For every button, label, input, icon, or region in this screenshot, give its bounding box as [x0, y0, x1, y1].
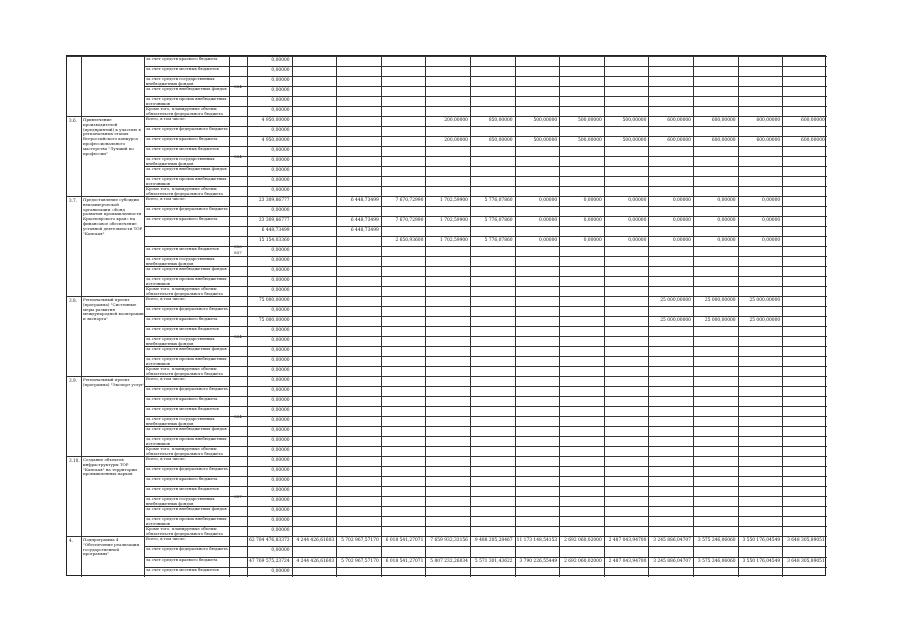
row-divider: [144, 166, 827, 167]
value-cell: 5 776,07860: [484, 238, 513, 243]
section-name: Региональный проект (программа) "Системные меры развития международной кооперации и экспорта": [83, 298, 144, 322]
value-cell: 25 000,00000: [749, 318, 781, 323]
value-cell: 0,00000: [271, 208, 290, 213]
value-cell: 7 670,72990: [395, 218, 424, 223]
value-cell: 7 670,72990: [395, 198, 424, 203]
budget-code: 854: [234, 84, 242, 89]
value-cell: 850,00000: [488, 138, 513, 143]
value-cell: 500,00000: [622, 118, 647, 123]
row-label: за счет средств краевого бюджета: [146, 317, 218, 321]
row-divider: [144, 386, 827, 387]
row-label: за счет средств местных бюджетов: [146, 327, 219, 331]
column-divider: [81, 56, 82, 577]
value-cell: 0,00000: [717, 218, 736, 223]
row-label: за счет средств прочих внебюджетных источников: [146, 357, 227, 366]
row-label: за счет средств краевого бюджета: [146, 477, 218, 481]
value-cell: 0,00000: [271, 358, 290, 363]
value-cell: 0,00000: [271, 458, 290, 463]
section-number: 3.9.: [69, 378, 77, 383]
row-divider: [144, 426, 827, 427]
value-cell: 75 000,00000: [258, 298, 290, 303]
value-cell: 0,00000: [271, 88, 290, 93]
row-divider: [144, 567, 827, 568]
row-divider: [144, 226, 827, 227]
value-cell: 500,00000: [578, 118, 602, 123]
row-divider: [144, 96, 827, 97]
value-cell: 600,00000: [756, 138, 781, 143]
value-cell: 3 550 176,04549: [742, 558, 781, 564]
row-label: за счет средств федерального бюджета: [146, 127, 228, 131]
value-cell: 850,00000: [488, 118, 513, 123]
value-cell: 2 487 043,94700: [608, 558, 647, 564]
value-cell: 4 950,00000: [261, 138, 290, 143]
row-divider: [144, 126, 827, 127]
value-cell: 3 648 305,89051: [787, 538, 825, 544]
value-cell: 25 000,00000: [704, 298, 736, 303]
row-label: за счет средств федерального бюджета: [146, 387, 228, 391]
value-cell: 1 702,59900: [440, 218, 468, 223]
row-label: за счет средств местных бюджетов: [146, 67, 219, 71]
value-cell: 6 448,73499: [350, 198, 379, 203]
row-divider: [144, 476, 827, 477]
value-cell: 0,00000: [271, 518, 290, 523]
value-cell: 0,00000: [271, 168, 290, 173]
row-label: за счет средств прочих внебюджетных источников: [146, 97, 227, 106]
row-divider: [144, 266, 827, 267]
value-cell: 6 018 541,27071: [385, 558, 424, 564]
value-cell: 600,00000: [711, 138, 736, 143]
value-cell: 6 448,73499: [261, 228, 290, 233]
row-divider: [144, 396, 827, 397]
row-divider: [144, 346, 827, 347]
row-divider: [144, 236, 827, 237]
row-label: Всего, в том числе:: [146, 197, 186, 201]
value-cell: 23 309,86777: [258, 218, 290, 223]
value-cell: 600,00000: [756, 118, 781, 123]
value-cell: 0,00000: [271, 258, 290, 263]
row-divider: [144, 76, 827, 77]
value-cell: 3 575 246,06060: [697, 538, 736, 544]
row-label: за счет средств местных бюджетов: [146, 147, 219, 151]
row-divider: [144, 546, 827, 547]
row-label: Кроме того, планируемые объемы обязательств федерального бюджета: [146, 287, 223, 296]
value-cell: 0,00000: [271, 248, 290, 253]
row-label: Кроме того, планируемые объемы обязательств федерального бюджета: [146, 447, 223, 456]
budget-code: 854: [234, 414, 242, 419]
value-cell: 600,00000: [801, 118, 825, 123]
value-cell: 11 173 148,54153: [516, 538, 558, 544]
value-cell: 0,00000: [271, 108, 290, 113]
row-label: Кроме того, планируемые объемы обязательств федерального бюджета: [146, 527, 223, 536]
value-cell: 0,00000: [583, 238, 602, 243]
row-divider: [144, 256, 827, 257]
row-divider: [144, 466, 827, 467]
section-number: 3.8.: [69, 298, 77, 303]
value-cell: 0,00000: [271, 68, 290, 73]
budget-table-sheet: [66, 55, 826, 576]
section-number: 3.7.: [69, 198, 77, 203]
row-label: за счет средств внебюджетных фондов: [146, 87, 227, 91]
row-divider: [144, 156, 827, 157]
value-cell: 0,00000: [762, 218, 781, 223]
value-cell: 5 776,07860: [484, 218, 513, 223]
row-divider: [144, 276, 827, 277]
value-cell: 500,00000: [578, 138, 602, 143]
row-label: Кроме того, планируемые объемы обязательств федерального бюджета: [146, 107, 223, 116]
value-cell: 0,00000: [271, 528, 290, 533]
value-cell: 0,00000: [271, 308, 290, 313]
row-divider: [144, 326, 827, 327]
row-divider: [144, 86, 827, 87]
value-cell: 600,00000: [711, 118, 736, 123]
value-cell: 0,00000: [271, 338, 290, 343]
row-label: за счет средств местных бюджетов: [146, 567, 219, 572]
row-label: за счет средств краевого бюджета: [146, 57, 218, 61]
row-label: за счет средств федерального бюджета: [146, 467, 228, 471]
row-label: за счет средств краевого бюджета: [146, 137, 218, 141]
value-cell: 47 769 575,23724: [249, 558, 290, 564]
row-label: за счет средств прочих внебюджетных источников: [146, 437, 227, 446]
value-cell: 2 692 060,02000: [564, 558, 602, 564]
value-cell: 500,00000: [533, 138, 558, 143]
value-cell: 5 702 967,57170: [341, 558, 379, 564]
section-name: Привлечение производителей (предприятий) к участию в региональных этапах Всероссийского конкурса профессионального мастерства "Лучший по профессии": [83, 118, 141, 156]
row-label: за счет средств внебюджетных фондов: [146, 507, 227, 511]
value-cell: 0,00000: [271, 498, 290, 503]
row-divider: [144, 557, 827, 558]
row-label: за счет средств государственных внебюджетных фондов: [146, 497, 215, 506]
row-label: за счет средств федерального бюджета: [146, 547, 228, 552]
row-divider: [144, 446, 827, 447]
value-cell: 0,00000: [271, 178, 290, 183]
value-cell: 23 309,86777: [258, 198, 290, 203]
value-cell: 25 000,00000: [660, 318, 691, 323]
value-cell: 0,00000: [762, 198, 781, 203]
value-cell: 7 659 932,33156: [430, 538, 468, 544]
value-cell: 0,00000: [672, 218, 691, 223]
value-cell: 0,00000: [271, 548, 290, 554]
value-cell: 0,00000: [271, 98, 290, 103]
row-label: за счет средств местных бюджетов: [146, 247, 219, 251]
value-cell: 0,00000: [271, 398, 290, 403]
value-cell: 3 790 226,55449: [519, 558, 558, 564]
value-cell: 600,00000: [801, 138, 825, 143]
value-cell: 0,00000: [583, 218, 602, 223]
value-cell: 0,00000: [271, 468, 290, 473]
value-cell: 3 245 886,04707: [653, 558, 691, 564]
row-label: за счет средств государственных внебюджетных фондов: [146, 257, 215, 266]
section-number: 3.10.: [69, 458, 80, 463]
value-cell: 0,00000: [271, 368, 290, 373]
value-cell: 0,00000: [672, 198, 691, 203]
value-cell: 0,00000: [628, 218, 647, 223]
row-divider: [144, 186, 827, 187]
value-cell: 4 244 426,61603: [296, 558, 335, 564]
row-divider: [144, 496, 827, 497]
value-cell: 0,00000: [539, 238, 558, 243]
value-cell: 500,00000: [622, 138, 647, 143]
row-label: [146, 237, 231, 246]
value-cell: 0,00000: [271, 268, 290, 273]
row-divider: [144, 66, 827, 67]
value-cell: 15 154,03360: [258, 238, 290, 243]
value-cell: 0,00000: [271, 278, 290, 283]
value-cell: 9 488 205,28467: [474, 538, 513, 544]
value-cell: 200,00000: [444, 118, 468, 123]
value-cell: 62 784 476,83373: [249, 538, 290, 544]
row-divider: [144, 286, 827, 287]
value-cell: 1 702,59900: [440, 238, 468, 243]
row-divider: [144, 406, 827, 407]
budget-code: 854: [234, 154, 242, 159]
section-name: Создание объектов инфраструктуры ТОР "Канская" на территории промышленных парков: [83, 458, 137, 477]
value-cell: 3 245 886,04707: [653, 538, 691, 544]
row-label: Всего, в том числе:: [146, 297, 186, 301]
value-cell: 200,00000: [444, 138, 468, 143]
row-label: за счет средств внебюджетных фондов: [146, 267, 227, 271]
row-label: за счет средств федерального бюджета: [146, 207, 228, 211]
value-cell: 0,00000: [271, 568, 290, 574]
value-cell: 0,00000: [271, 488, 290, 493]
budget-code-secondary: 857: [234, 250, 242, 255]
value-cell: 3 550 176,04549: [742, 538, 781, 544]
value-cell: 600,00000: [667, 118, 691, 123]
row-label: за счет средств прочих внебюджетных источников: [146, 277, 227, 286]
value-cell: 600,00000: [667, 138, 691, 143]
row-divider: [144, 146, 827, 147]
value-cell: 0,00000: [271, 508, 290, 513]
value-cell: 0,00000: [628, 198, 647, 203]
value-cell: 0,00000: [271, 378, 290, 383]
value-cell: 0,00000: [271, 328, 290, 333]
value-cell: 6 448,73499: [350, 228, 379, 233]
row-label: за счет средств государственных внебюджетных фондов: [146, 157, 215, 166]
section-number: 3.6.: [69, 118, 77, 123]
row-divider: [144, 516, 827, 517]
value-cell: 0,00000: [583, 198, 602, 203]
row-divider: [144, 526, 827, 527]
budget-code: 857: [234, 494, 242, 499]
row-divider: [144, 336, 827, 337]
value-cell: 0,00000: [271, 148, 290, 153]
row-label: Всего, в том числе:: [146, 377, 186, 381]
row-label: за счет средств прочих внебюджетных источников: [146, 517, 227, 526]
row-divider: [144, 486, 827, 487]
row-label: за счет средств краевого бюджета: [146, 217, 218, 221]
value-cell: 0,00000: [539, 218, 558, 223]
value-cell: 0,00000: [271, 348, 290, 353]
value-cell: 0,00000: [271, 388, 290, 393]
value-cell: 0,00000: [271, 78, 290, 83]
value-cell: 0,00000: [672, 238, 691, 243]
value-cell: 25 000,00000: [749, 298, 781, 303]
value-cell: 5 571 301,43622: [474, 558, 513, 564]
value-cell: 2 487 043,94700: [608, 538, 647, 544]
row-label: за счет средств государственных внебюджетных фондов: [146, 417, 215, 426]
row-label: за счет средств внебюджетных фондов: [146, 427, 227, 431]
row-divider: [144, 216, 827, 217]
value-cell: 0,00000: [271, 418, 290, 423]
value-cell: 500,00000: [533, 118, 558, 123]
row-label: за счет средств внебюджетных фондов: [146, 167, 227, 171]
value-cell: 0,00000: [271, 408, 290, 413]
value-cell: 0,00000: [271, 158, 290, 163]
row-label: Всего, в том числе:: [146, 457, 186, 461]
value-cell: 5 702 967,57170: [341, 538, 379, 544]
value-cell: 75 000,00000: [258, 318, 290, 323]
row-label: за счет средств краевого бюджета: [146, 557, 218, 562]
value-cell: 0,00000: [271, 428, 290, 433]
value-cell: 6 018 541,27071: [385, 538, 424, 544]
row-divider: [144, 366, 827, 367]
value-cell: 0,00000: [271, 128, 290, 133]
row-label: за счет средств федерального бюджета: [146, 307, 228, 311]
value-cell: 1 702,59900: [440, 198, 468, 203]
value-cell: 0,00000: [271, 478, 290, 483]
value-cell: 0,00000: [271, 58, 290, 63]
value-cell: 5 807 232,26034: [430, 558, 468, 564]
section-name: Региональный проект (программа) "Экспорт услуг": [83, 378, 145, 387]
value-cell: 0,00000: [762, 238, 781, 243]
row-divider: [144, 136, 827, 137]
row-divider: [144, 356, 827, 357]
row-divider: [144, 316, 827, 317]
value-cell: 0,00000: [717, 238, 736, 243]
row-divider: [144, 306, 827, 307]
value-cell: 3 575 246,06060: [697, 558, 736, 564]
row-divider: [144, 206, 827, 207]
value-cell: 0,00000: [628, 238, 647, 243]
value-cell: 25 000,00000: [704, 318, 736, 323]
section-name: Предоставление субсидии некоммерческой организации «Фонд развития промышленности Красноярского края» на финансовое обеспечение уставной деятельности ТОР "Канская": [83, 198, 143, 236]
value-cell: 0,00000: [271, 188, 290, 193]
row-divider: [144, 506, 827, 507]
value-cell: 0,00000: [271, 288, 290, 293]
budget-code: 856: [234, 244, 242, 249]
row-label: Всего, в том числе:: [146, 537, 186, 541]
row-label: за счет средств государственных внебюджетных фондов: [146, 77, 215, 86]
row-label: за счет средств прочих внебюджетных источников: [146, 177, 227, 186]
row-label: Всего, в том числе:: [146, 117, 186, 121]
value-cell: 25 000,00000: [660, 298, 691, 303]
row-label: за счет средств государственных внебюджетных фондов: [146, 337, 215, 346]
value-cell: 0,00000: [271, 448, 290, 453]
row-divider: [144, 246, 827, 247]
section-name: Подпрограмма 4 "Обеспечение реализации государственной программы": [83, 538, 140, 557]
value-cell: 4 950,00000: [261, 118, 290, 123]
value-cell: 0,00000: [717, 198, 736, 203]
row-label: Кроме того, планируемые объемы обязательств федерального бюджета: [146, 187, 223, 196]
row-divider: [144, 176, 827, 177]
budget-code: 854: [234, 334, 242, 339]
row-label: [146, 227, 231, 236]
value-cell: 5 776,07860: [484, 198, 513, 203]
row-label: за счет средств местных бюджетов: [146, 487, 219, 491]
row-divider: [144, 416, 827, 417]
value-cell: 6 448,73499: [350, 218, 379, 223]
row-label: за счет средств краевого бюджета: [146, 397, 218, 401]
value-cell: 3 648 305,89051: [787, 558, 825, 564]
value-cell: 4 244 426,61603: [296, 538, 335, 544]
section-number: 4.: [69, 538, 73, 543]
value-cell: 0,00000: [539, 198, 558, 203]
row-label: за счет средств внебюджетных фондов: [146, 347, 227, 351]
value-cell: 0,00000: [271, 438, 290, 443]
row-label: за счет средств местных бюджетов: [146, 407, 219, 411]
row-divider: [144, 106, 827, 107]
value-cell: 2 650,93600: [395, 238, 424, 243]
row-label: Кроме того, планируемые объемы обязательств федерального бюджета: [146, 367, 223, 376]
value-cell: 2 692 060,02000: [564, 538, 602, 544]
row-divider: [144, 436, 827, 437]
